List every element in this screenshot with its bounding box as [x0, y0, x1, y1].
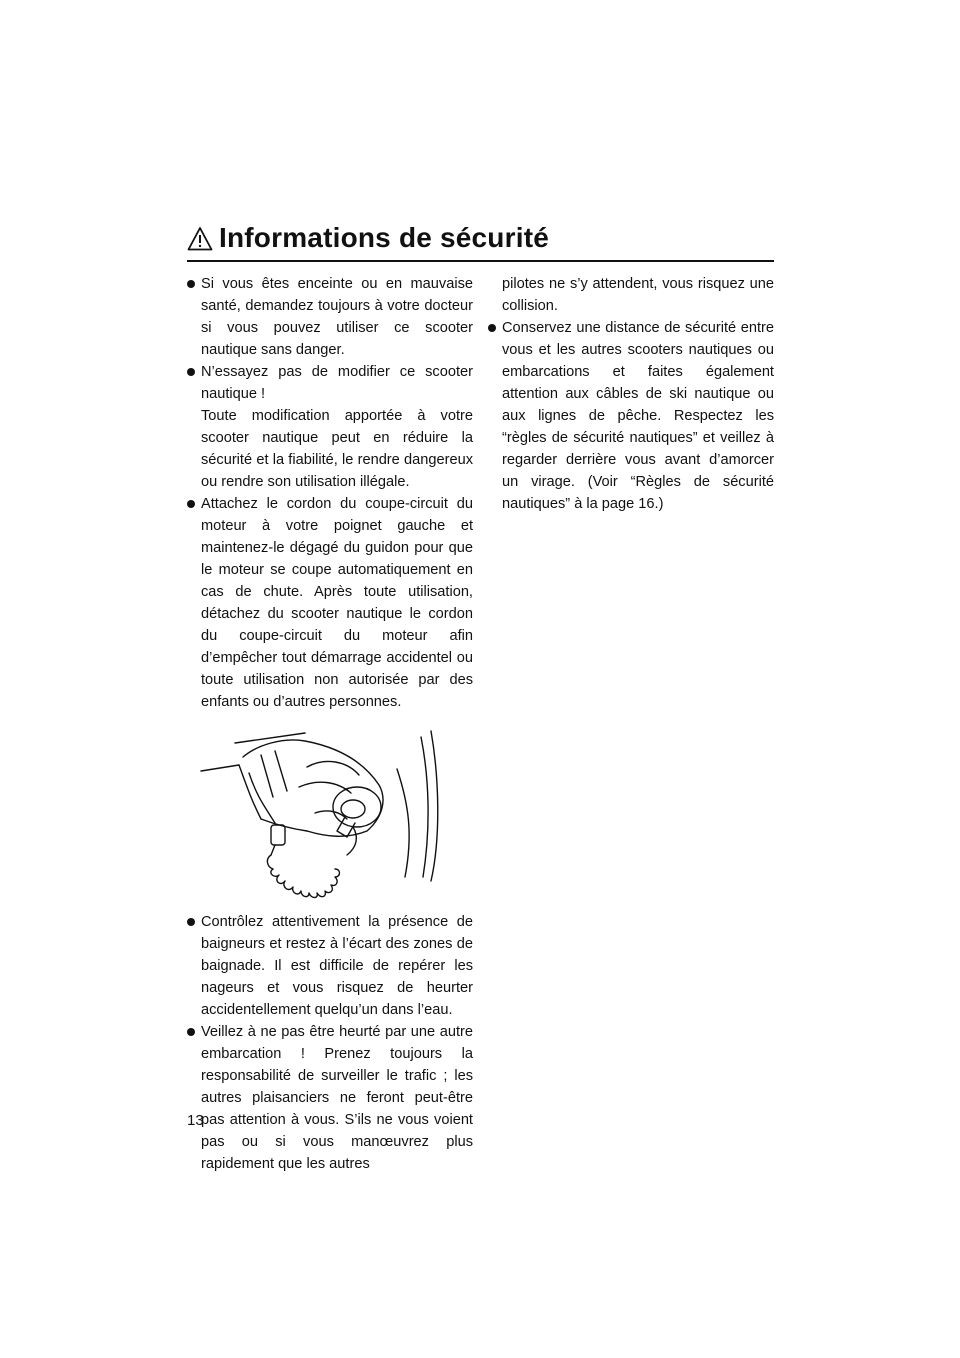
page-number: 13	[187, 1112, 204, 1129]
list-item: Conservez une distance de sécurité entre vous et les autres scooters nautiques ou embarcations et faites également attention aux câbles de ski nautique ou aux lignes de pêche. Respectez les “règles de sécurité nautiques” et veillez à regarder derrière vous avant d’amorcer un virage. (Voir “Règles de sécurité nautiques” à la page 16.)	[488, 317, 774, 515]
bullet-icon	[488, 324, 496, 332]
left-column	[187, 273, 473, 1175]
bullet-list-top	[187, 273, 473, 713]
bullet-list-bottom	[187, 911, 473, 1175]
bullet-icon	[187, 500, 195, 508]
bullet-icon	[187, 368, 195, 376]
list-item: N’essayez pas de modifier ce scooter nautique ! Toute modification apportée à votre scooter nautique peut en réduire la sécurité et la fiabilité, le rendre dangereux ou rendre son utilisation illégale.	[187, 361, 473, 493]
list-item: Si vous êtes enceinte ou en mauvaise santé, demandez toujours à votre docteur si vous pouvez utiliser ce scooter nautique sans danger.	[187, 273, 473, 361]
continued-paragraph: pilotes ne s’y attendent, vous risquez une collision.	[502, 276, 774, 314]
list-item: Veillez à ne pas être heurté par une autre embarcation ! Prenez toujours la responsabilité de surveiller le trafic ; les autres plaisanciers ne feront peut-être pas attention à vous. S’ils ne vous voient pas ou si vous manœuvrez plus rapidement que les autres	[187, 1021, 473, 1175]
wrist-lanyard-drawing	[187, 727, 473, 899]
bullet-icon	[187, 280, 195, 288]
bullet-icon	[187, 1028, 195, 1036]
bullet-icon	[187, 918, 195, 926]
bullet-list-right	[488, 317, 774, 515]
right-column	[488, 273, 774, 515]
page-header	[187, 222, 774, 262]
warning-triangle-icon	[187, 226, 213, 252]
list-item: Attachez le cordon du coupe-circuit du moteur à votre poignet gauche et maintenez-le dégagé du guidon pour que le moteur se coupe automatiquement en cas de chute. Après toute utilisation, détachez du scooter nautique le cordon du coupe-circuit du moteur afin d’empêcher tout démarrage accidentel ou toute utilisation non autorisée par des enfants ou d’autres personnes.	[187, 493, 473, 713]
lanyard-illustration	[187, 727, 473, 899]
page-title: Informations de sécurité	[219, 222, 549, 253]
list-item: Contrôlez attentivement la présence de baigneurs et restez à l’écart des zones de baignade. Il est difficile de repérer les nageurs et vous risquez de heurter accidentellement quelqu’un dans l’eau.	[187, 911, 473, 1021]
